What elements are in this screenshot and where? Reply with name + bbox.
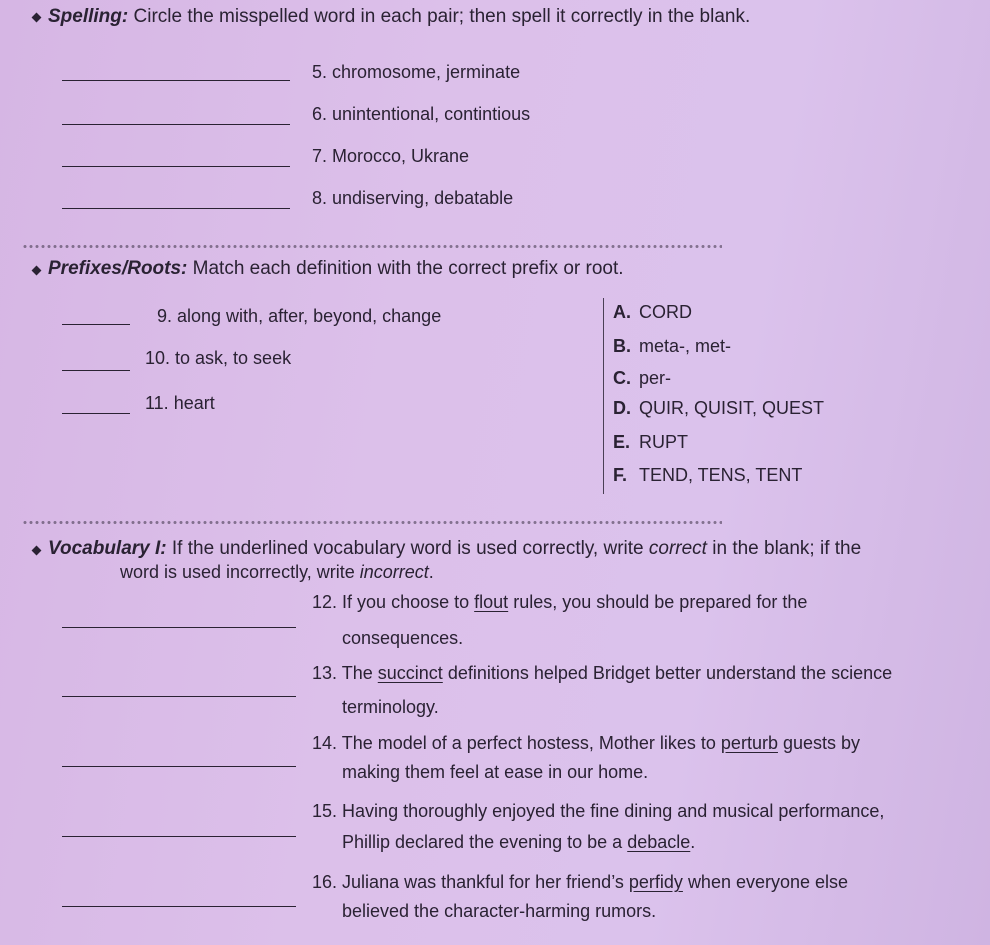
vocab-item-12 bbox=[312, 592, 807, 613]
vocabulary-instructions-b: in the blank; if the bbox=[712, 538, 862, 559]
prefixes-title: Prefixes/Roots: bbox=[48, 258, 188, 279]
vocab-item-13 bbox=[312, 663, 892, 684]
vocabulary-bullet bbox=[32, 546, 42, 556]
vocab-item-14-post: guests by bbox=[782, 733, 861, 753]
vocab-item-12-post: rules, you should be prepared for the bbox=[513, 592, 808, 612]
prefix-item-11: 11. heart bbox=[145, 393, 215, 413]
vocabulary-instructions-line2b: . bbox=[428, 562, 434, 582]
answer-blank-5[interactable] bbox=[62, 80, 290, 81]
option-b-text: meta-, met- bbox=[639, 336, 732, 356]
spelling-item-8: 8. undiserving, debatable bbox=[312, 188, 514, 208]
option-b-letter: B. bbox=[613, 336, 631, 356]
vocabulary-instructions-incorrect: incorrect bbox=[359, 562, 429, 582]
vocab-item-12-pre: If you choose to bbox=[342, 592, 470, 612]
answer-blank-10[interactable] bbox=[62, 370, 130, 371]
vocab-item-15 bbox=[312, 801, 884, 822]
vocab-word-perfidy: perfidy bbox=[628, 872, 683, 892]
vocab-item-15-number: 15. bbox=[312, 801, 338, 821]
option-f-letter: F. bbox=[613, 465, 628, 485]
vocab-item-15-line2-post: . bbox=[690, 832, 696, 852]
vocab-item-15-line2 bbox=[342, 832, 695, 853]
spelling-item-5: 5. chromosome, jerminate bbox=[312, 62, 521, 82]
vocab-item-14-pre: The model of a perfect hostess, Mother likes to bbox=[341, 733, 716, 753]
vocab-item-16-post: when everyone else bbox=[687, 872, 849, 892]
vocabulary-title: Vocabulary I: bbox=[48, 538, 167, 559]
vocab-item-13-post: definitions helped Bridget better understand the science bbox=[447, 663, 893, 683]
section-divider bbox=[22, 520, 722, 525]
option-e-text: RUPT bbox=[639, 432, 688, 452]
option-e-letter: E. bbox=[613, 432, 631, 452]
spelling-heading bbox=[48, 6, 750, 28]
option-f bbox=[613, 465, 802, 486]
answer-blank-6[interactable] bbox=[62, 124, 290, 125]
spelling-item-7: 7. Morocco, Ukrane bbox=[312, 146, 470, 166]
vocabulary-instructions-correct: correct bbox=[648, 538, 707, 559]
answer-blank-16[interactable] bbox=[62, 906, 296, 907]
answer-blank-15[interactable] bbox=[62, 836, 296, 837]
vocab-word-succinct: succinct bbox=[377, 663, 443, 683]
vocab-word-flout: flout bbox=[474, 592, 509, 612]
vocab-item-16-line2: believed the character-harming rumors. bbox=[342, 901, 657, 921]
options-divider bbox=[603, 298, 604, 494]
option-c-letter: C. bbox=[613, 368, 631, 388]
answer-blank-11[interactable] bbox=[62, 413, 130, 414]
vocab-item-13-number: 13. bbox=[312, 663, 338, 683]
spelling-item-6: 6. unintentional, contintious bbox=[312, 104, 531, 124]
vocab-item-15-pre: Having thoroughly enjoyed the fine dining and musical performance, bbox=[342, 801, 885, 821]
prefix-item-10: 10. to ask, to seek bbox=[145, 348, 292, 368]
answer-blank-14[interactable] bbox=[62, 766, 296, 767]
option-b bbox=[613, 336, 731, 357]
vocab-item-14-line2: making them feel at ease in our home. bbox=[342, 762, 649, 782]
vocab-item-13-pre: The bbox=[341, 663, 373, 683]
vocab-item-13-line2: terminology. bbox=[342, 697, 439, 717]
option-a-letter: A. bbox=[613, 302, 631, 322]
vocab-item-14-number: 14. bbox=[312, 733, 338, 753]
option-d-text: QUIR, QUISIT, QUEST bbox=[639, 398, 825, 418]
prefixes-heading bbox=[48, 258, 624, 280]
answer-blank-8[interactable] bbox=[62, 208, 290, 209]
vocab-item-14 bbox=[312, 733, 860, 754]
spelling-instructions: Circle the misspelled word in each pair; then spell it correctly in the blank. bbox=[133, 6, 751, 27]
prefixes-bullet bbox=[32, 266, 42, 276]
option-a bbox=[613, 302, 692, 323]
vocabulary-instructions-a: If the underlined vocabulary word is used correctly, write bbox=[171, 538, 644, 559]
prefix-item-9: 9. along with, after, beyond, change bbox=[157, 306, 442, 326]
option-d-letter: D. bbox=[613, 398, 631, 418]
spelling-title: Spelling: bbox=[48, 6, 129, 27]
answer-blank-7[interactable] bbox=[62, 166, 290, 167]
vocab-item-12-number: 12. bbox=[312, 592, 338, 612]
vocabulary-instructions-line2a: word is used incorrectly, write bbox=[120, 562, 355, 582]
vocab-item-12-line2: consequences. bbox=[342, 628, 464, 648]
answer-blank-13[interactable] bbox=[62, 696, 296, 697]
spelling-bullet bbox=[32, 13, 42, 23]
vocabulary-instructions-line2 bbox=[120, 562, 434, 583]
prefixes-instructions: Match each definition with the correct prefix or root. bbox=[192, 258, 624, 279]
vocab-item-15-line2-pre: Phillip declared the evening to be a bbox=[342, 832, 623, 852]
option-c-text: per- bbox=[639, 368, 672, 388]
answer-blank-9[interactable] bbox=[62, 324, 130, 325]
vocab-item-16-pre: Juliana was thankful for her friend’s bbox=[342, 872, 624, 892]
option-f-text: TEND, TENS, TENT bbox=[639, 465, 803, 485]
vocab-word-debacle: debacle bbox=[627, 832, 691, 852]
vocabulary-heading bbox=[48, 538, 861, 560]
answer-blank-12[interactable] bbox=[62, 627, 296, 628]
vocab-word-perturb: perturb bbox=[720, 733, 778, 753]
option-e bbox=[613, 432, 688, 453]
vocab-item-16-number: 16. bbox=[312, 872, 338, 892]
option-d bbox=[613, 398, 824, 419]
option-c bbox=[613, 368, 671, 389]
option-a-text: CORD bbox=[639, 302, 692, 322]
section-divider bbox=[22, 244, 722, 249]
vocab-item-16 bbox=[312, 872, 848, 893]
